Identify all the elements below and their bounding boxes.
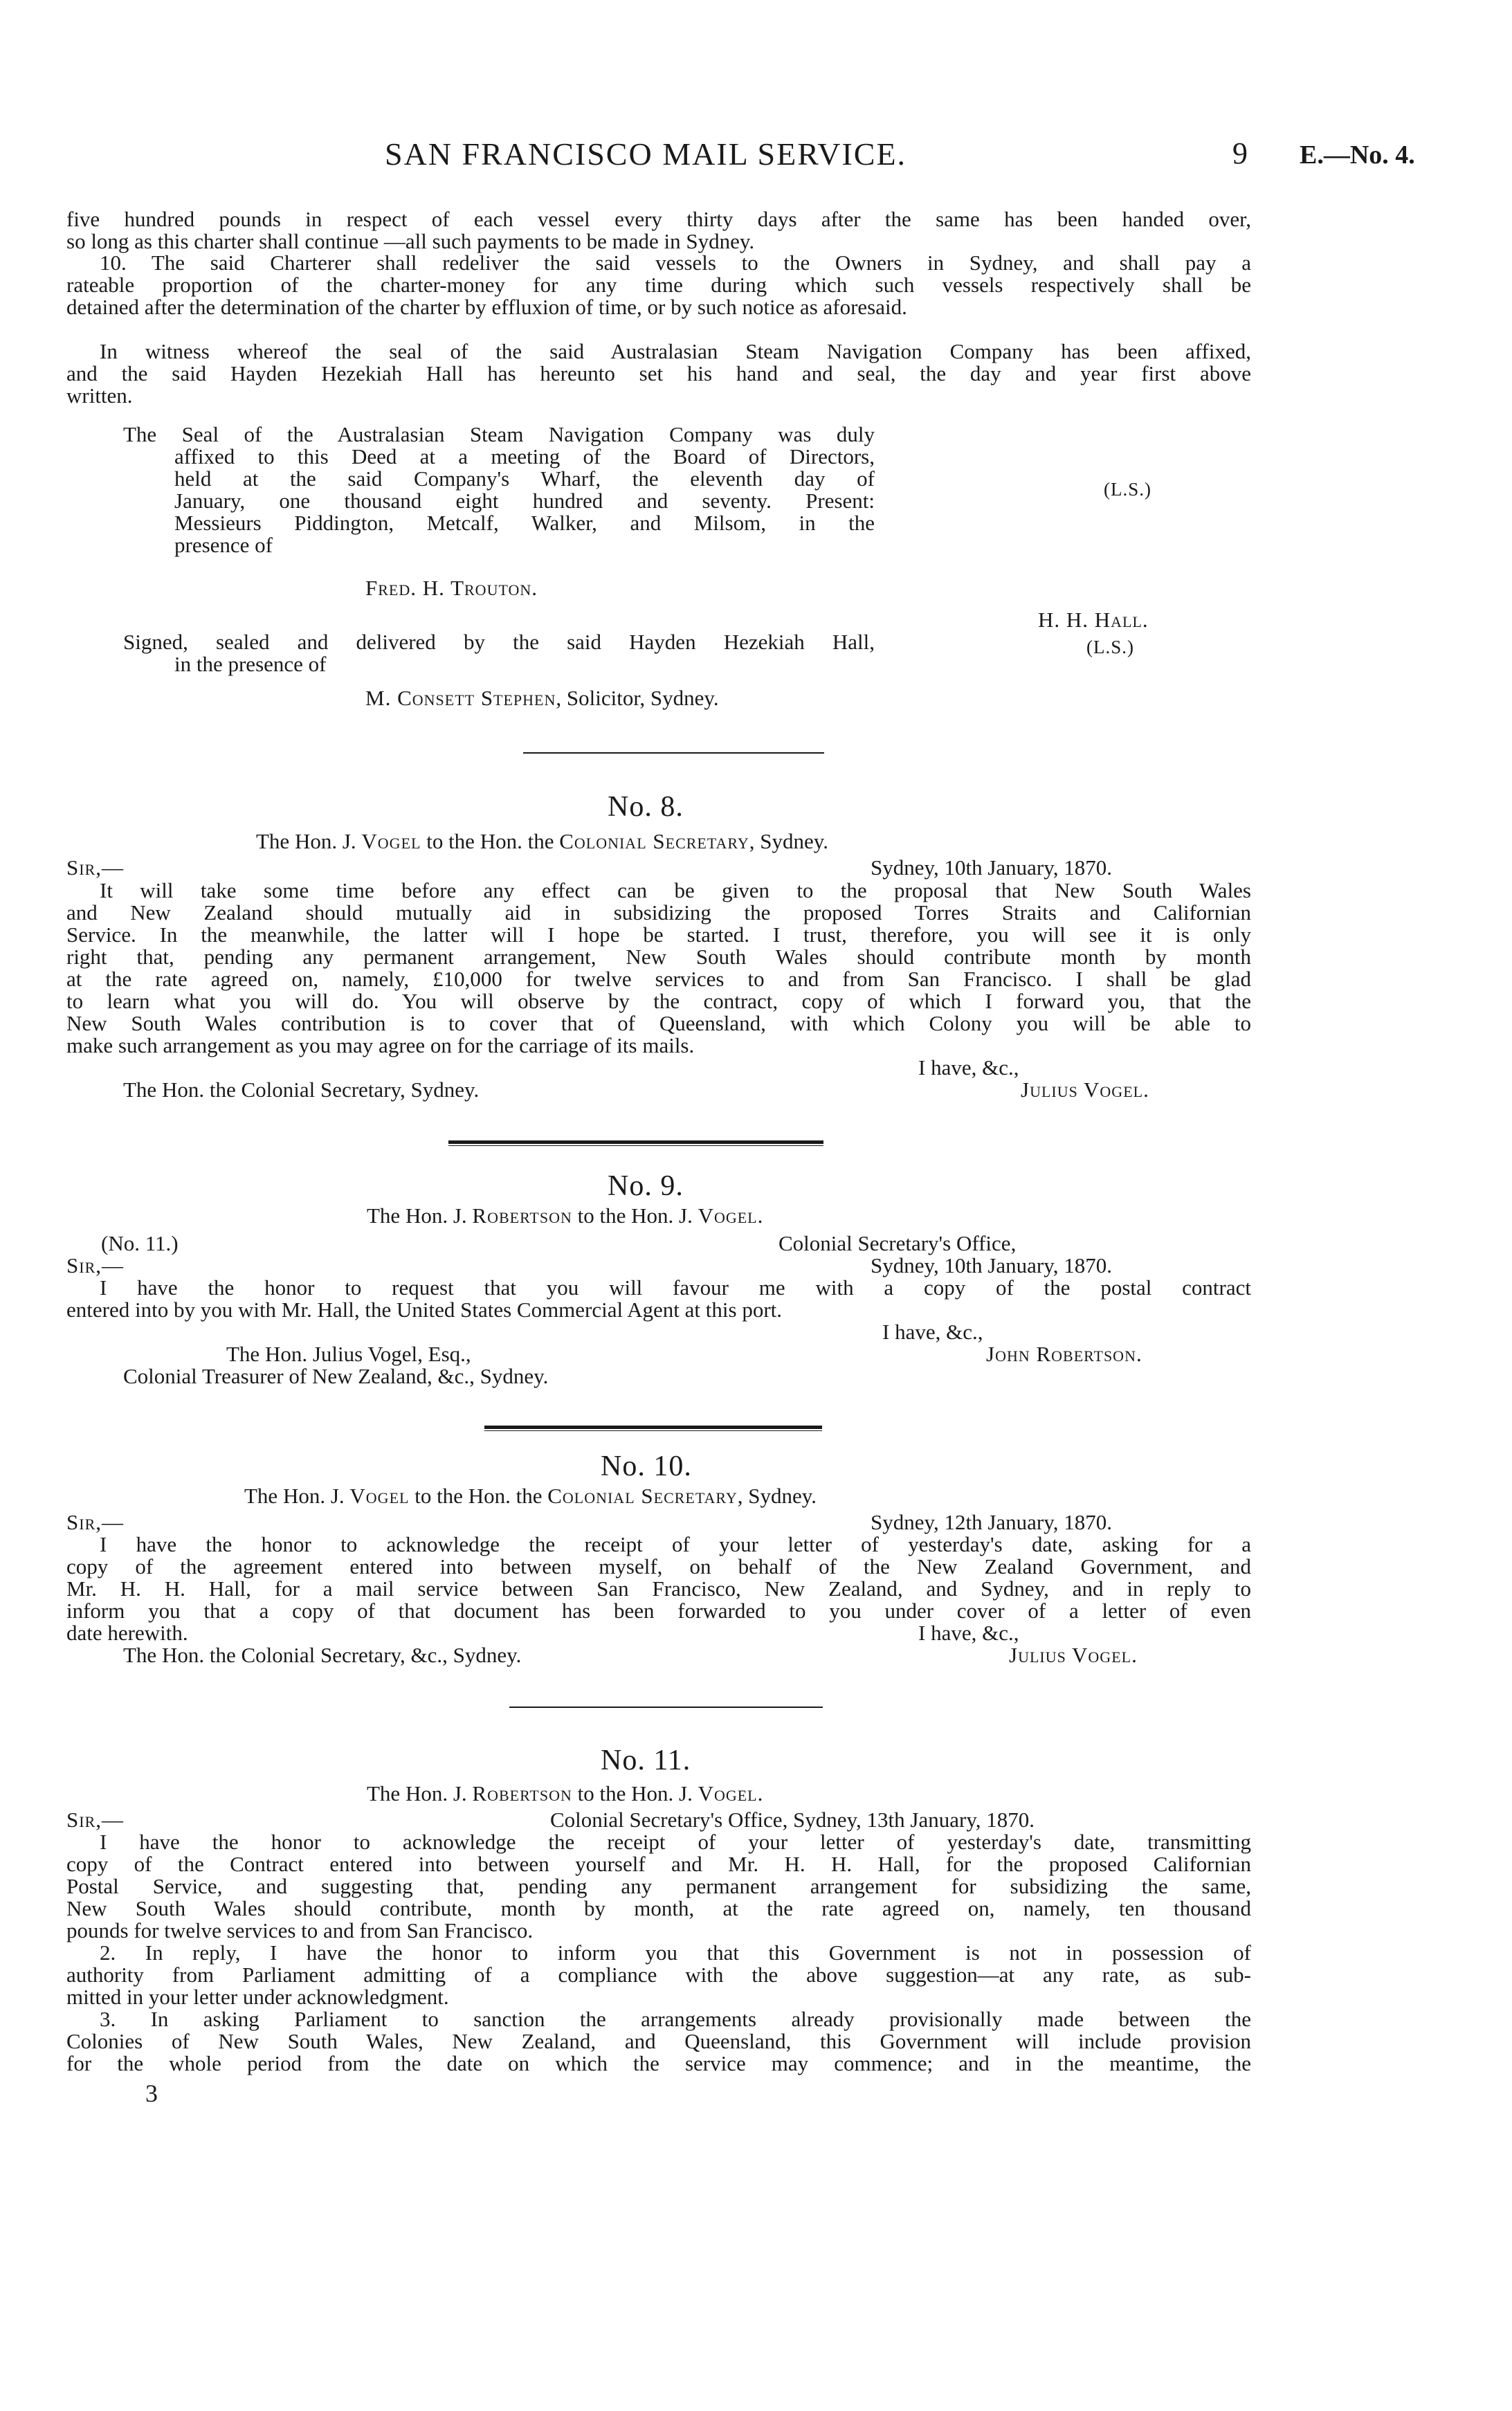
signature-mark: 3: [145, 2080, 158, 2107]
heading-text: .: [757, 1781, 763, 1805]
letter11-p2-2: authority from Parliament admitting of a compliance with the above suggestion—at any rate, as sub-: [66, 1963, 1251, 1987]
signed-line-2: in the presence of: [174, 652, 327, 676]
letter8-heading: [256, 830, 828, 852]
letter9-salutation: Sir,—: [66, 1253, 124, 1277]
letter11-p1-1: I have the honor to acknowledge the receipt of your letter of yesterday's date, transmitting: [100, 1830, 1251, 1854]
letter8-body-3: Service. In the meanwhile, the latter will I hope be started. I trust, therefore, you will see it is only: [66, 922, 1251, 947]
letter8-closing: I have, &c.,: [918, 1055, 1019, 1080]
letter11-p1-3: Postal Service, and suggesting that, pending any permanent arrangement for subsidizing the same,: [66, 1874, 1251, 1898]
letter8-signature: Julius Vogel.: [1021, 1077, 1149, 1102]
seal-line-1: The Seal of the Australasian Steam Navigation Company was duly: [123, 422, 875, 446]
letter8-body-2: and New Zealand should mutually aid in subsidizing the proposed Torres Straits and Californian: [66, 900, 1251, 925]
section-divider: [448, 1140, 823, 1144]
heading-name: Robertson: [472, 1781, 572, 1805]
clause10-line-1: 10. The said Charterer shall redeliver the said vessels to the Owners in Sydney, and shall pay a: [100, 251, 1251, 275]
letter9-ref: (No. 11.): [101, 1231, 179, 1255]
intro-line-2: so long as this charter shall continue —all such payments to be made in Sydney.: [66, 229, 755, 253]
section-divider: [509, 1707, 823, 1708]
letter11-p3-1: 3. In asking Parliament to sanction the arrangements already provisionally made between the: [100, 2007, 1251, 2031]
heading-name: Robertson: [472, 1203, 572, 1228]
letter-number-9: No. 9.: [608, 1170, 684, 1202]
witness-line-3: written.: [66, 383, 133, 408]
letter9-signature: John Robertson.: [986, 1342, 1142, 1366]
clause10-line-3: detained after the determination of the charter by effluxion of time, or by such notice as aforesaid.: [66, 295, 907, 319]
heading-text: , Sydney.: [737, 1484, 817, 1508]
letter11-p2-3: mitted in your letter under acknowledgment.: [66, 1985, 449, 2009]
witness-trouton: Fred. H. Trouton.: [365, 576, 538, 600]
heading-text: The Hon. J.: [256, 829, 362, 853]
heading-name: Vogel: [698, 1203, 758, 1228]
heading-name: Vogel: [361, 829, 421, 853]
letter-number-10: No. 10.: [601, 1450, 692, 1482]
witness-stephen-role: , Solicitor, Sydney.: [556, 686, 719, 710]
heading-name: Colonial Secretary: [559, 829, 749, 853]
letter8-salutation: Sir,—: [66, 855, 124, 880]
page-number: 9: [1232, 136, 1249, 170]
letter8-addressee: The Hon. the Colonial Secretary, Sydney.: [123, 1077, 480, 1102]
section-divider: [523, 752, 824, 754]
letter10-addressee: The Hon. the Colonial Secretary, &c., Sydney.: [123, 1643, 522, 1667]
intro-line-1: five hundred pounds in respect of each vessel every thirty days after the same has been handed over,: [66, 207, 1251, 231]
letter8-date: Sydney, 10th January, 1870.: [871, 855, 1112, 880]
page-title: SAN FRANCISCO MAIL SERVICE.: [385, 136, 907, 172]
section-divider: [448, 1145, 823, 1146]
clause10-line-2: rateable proportion of the charter-money for any time during which such vessels respectively shall be: [66, 273, 1251, 297]
letter8-body-5: at the rate agreed on, namely, £10,000 for twelve services to and from San Francisco. I shall be glad: [66, 967, 1251, 991]
letter11-p1-4: New South Wales should contribute, month by month, at the rate agreed on, namely, ten thousand: [66, 1896, 1251, 1920]
seal-line-3: held at the said Company's Wharf, the eleventh day of: [174, 466, 875, 491]
witness-line-2: and the said Hayden Hezekiah Hall has hereunto set his hand and seal, the day and year first above: [66, 361, 1251, 385]
heading-text: to the Hon. the: [409, 1484, 548, 1508]
letter10-date: Sydney, 12th January, 1870.: [871, 1510, 1112, 1534]
letter-number-11: No. 11.: [601, 1745, 691, 1776]
paper-id: E.—No. 4.: [1300, 140, 1415, 170]
letter10-body-4: inform you that a copy of that document has been forwarded to you under cover of a letter of even: [66, 1599, 1251, 1623]
witness-stephen: [365, 687, 719, 709]
letter9-addressee-2: Colonial Treasurer of New Zealand, &c., Sydney.: [123, 1364, 549, 1388]
letter8-body-6: to learn what you will do. You will observe by the contract, copy of which I forward you, that the: [66, 989, 1251, 1013]
letter9-addressee-1: The Hon. Julius Vogel, Esq.,: [226, 1342, 471, 1366]
letter10-salutation: Sir,—: [66, 1510, 124, 1534]
letter11-salutation: Sir,—: [66, 1808, 124, 1832]
letter10-signature: Julius Vogel.: [1009, 1643, 1138, 1667]
heading-name: Vogel: [698, 1781, 758, 1805]
letter9-body-2: entered into by you with Mr. Hall, the United States Commercial Agent at this port.: [66, 1298, 783, 1322]
heading-text: , Sydney.: [749, 829, 829, 853]
letter8-body-4: right that, pending any permanent arrangement, New South Wales should contribute month by month: [66, 945, 1251, 969]
heading-text: The Hon. J.: [367, 1781, 473, 1805]
heading-name: Colonial Secretary: [547, 1484, 738, 1508]
letter8-body-8: make such arrangement as you may agree on for the carriage of its mails.: [66, 1033, 695, 1057]
letter10-closing: I have, &c.,: [918, 1621, 1019, 1645]
heading-text: .: [757, 1203, 763, 1228]
letter11-p1-5: pounds for twelve services to and from San Francisco.: [66, 1918, 534, 1943]
letter10-heading: [244, 1485, 817, 1507]
seal-line-4: January, one thousand eight hundred and seventy. Present:: [174, 489, 875, 513]
heading-text: to the Hon. J.: [572, 1781, 698, 1805]
letter9-heading: [367, 1205, 763, 1226]
heading-text: The Hon. J.: [367, 1203, 473, 1228]
letter10-body-3: Mr. H. H. Hall, for a mail service between San Francisco, New Zealand, and Sydney, and in reply to: [66, 1576, 1251, 1601]
letter11-p2-1: 2. In reply, I have the honor to inform you that this Government is not in possession of: [100, 1940, 1251, 1965]
signed-line-1: Signed, sealed and delivered by the said Hayden Hezekiah Hall,: [123, 630, 875, 654]
letter11-p1-2: copy of the Contract entered into between yourself and Mr. H. H. Hall, for the proposed Californian: [66, 1852, 1251, 1876]
letter10-body-1: I have the honor to acknowledge the receipt of your letter of yesterday's date, asking for a: [100, 1532, 1251, 1556]
hall-signature: H. H. Hall.: [1038, 608, 1149, 632]
witness-stephen-name: M. Consett Stephen: [365, 686, 556, 710]
letter9-office: Colonial Secretary's Office,: [778, 1231, 1017, 1255]
letter11-heading: [367, 1783, 763, 1804]
heading-text: The Hon. J.: [244, 1484, 350, 1508]
heading-text: to the Hon. J.: [572, 1203, 698, 1228]
letter11-p3-3: for the whole period from the date on which the service may commence; and in the meantime, the: [66, 2051, 1251, 2075]
letter9-body-1: I have the honor to request that you will favour me with a copy of the postal contract: [100, 1275, 1251, 1300]
letter11-date: Colonial Secretary's Office, Sydney, 13th January, 1870.: [550, 1808, 1035, 1832]
seal-ls-mark: (L.S.): [1104, 479, 1151, 500]
seal-line-2: affixed to this Deed at a meeting of the Board of Directors,: [174, 444, 875, 468]
letter10-body-5: date herewith.: [66, 1621, 188, 1645]
hall-ls-mark: (L.S.): [1086, 637, 1134, 657]
letter10-body-2: copy of the agreement entered into between myself, on behalf of the New Zealand Government, and: [66, 1554, 1251, 1578]
seal-line-6: presence of: [174, 533, 273, 557]
seal-line-5: Messieurs Piddington, Metcalf, Walker, and Milsom, in the: [174, 511, 875, 535]
witness-line-1: In witness whereof the seal of the said Australasian Steam Navigation Company has been affixed,: [100, 339, 1251, 363]
letter-number-8: No. 8.: [608, 791, 684, 823]
letter11-p3-2: Colonies of New South Wales, New Zealand, and Queensland, this Government will include provision: [66, 2029, 1251, 2053]
section-divider: [484, 1426, 822, 1429]
heading-text: to the Hon. the: [421, 829, 560, 853]
letter9-date: Sydney, 10th January, 1870.: [871, 1253, 1112, 1277]
letter9-closing: I have, &c.,: [882, 1320, 983, 1344]
letter8-body-7: New South Wales contribution is to cover that of Queensland, with which Colony you will be able to: [66, 1011, 1251, 1035]
section-divider: [484, 1430, 822, 1431]
letter8-body-1: It will take some time before any effect can be given to the proposal that New South Wales: [100, 878, 1251, 902]
heading-name: Vogel: [349, 1484, 410, 1508]
